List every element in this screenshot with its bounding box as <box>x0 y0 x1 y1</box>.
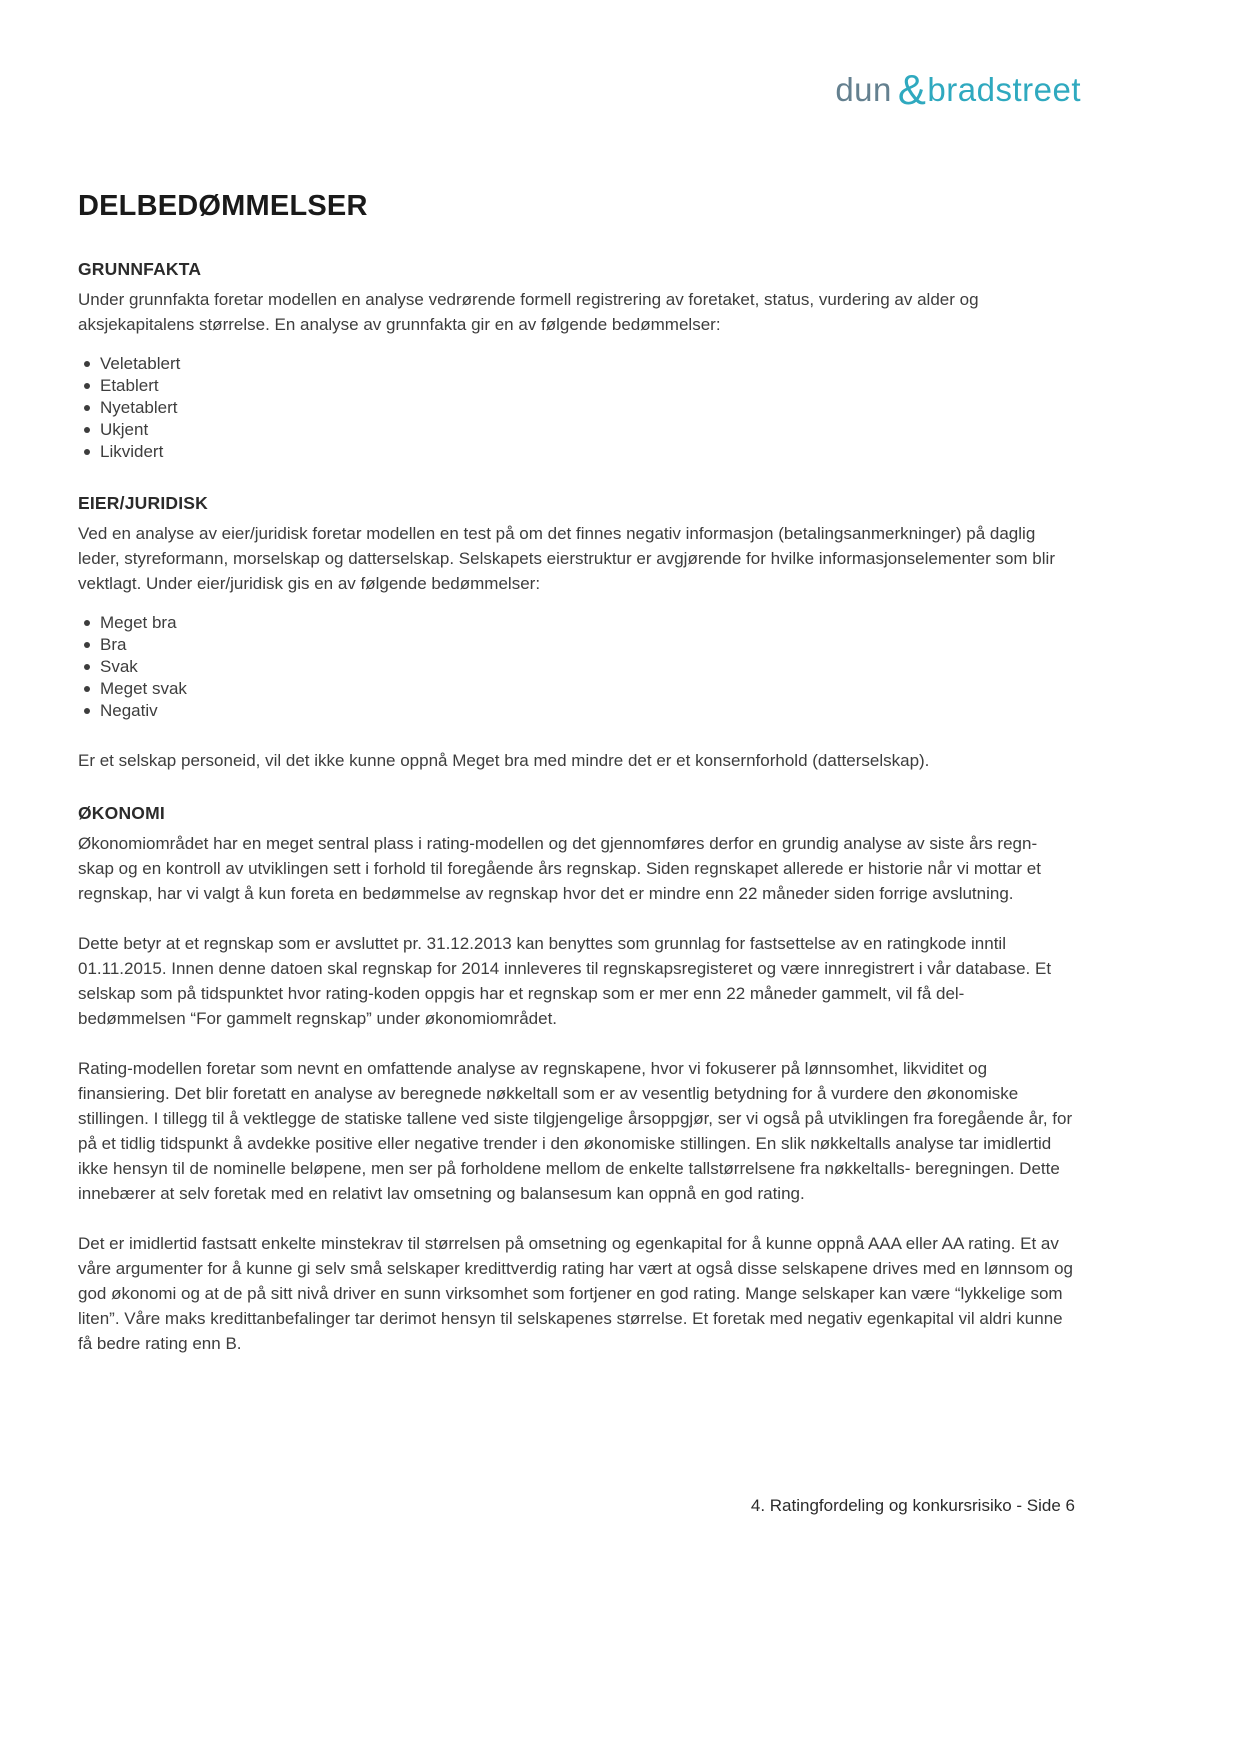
section-heading-eier-juridisk: EIER/JURIDISK <box>78 493 208 513</box>
list-item: Meget bra <box>82 612 1076 634</box>
grunnfakta-intro-paragraph: Under grunnfakta foretar modellen en analyse vedrørende formell registrering av foretaket, status, vurdering av alder og aksjekapitalens størrelse. En analyse av grunnfakta gir en av følgende bedømmelser: <box>78 290 979 334</box>
eier-juridisk-bullet-list <box>82 612 1076 722</box>
okonomi-paragraph: Dette betyr at et regnskap som er avsluttet pr. 31.12.2013 kan benyttes som grunnlag for fastsettelse av en ratingkode inntil 01.11.2015. Innen denne datoen skal regnskap for 2014 innleveres til regnskapsregisteret og være innregistrert i vår database. Et selskap som på tidspunktet hvor rating-koden oppgis har et regnskap som er mer enn 22 måneder gammelt, vil få del- bedømmelsen “For gammelt regnskap” under økonomiområdet. <box>78 934 1052 1028</box>
section-grunnfakta <box>78 259 1076 463</box>
section-heading-grunnfakta: GRUNNFAKTA <box>78 259 202 279</box>
eier-juridisk-note-paragraph: Er et selskap personeid, vil det ikke kunne oppnå Meget bra med mindre det er et konsernforhold (datterselskap). <box>78 751 930 770</box>
list-item: Nyetablert <box>82 397 1076 419</box>
footer-text: 4. Ratingfordeling og konkursrisiko - Side 6 <box>750 1496 1075 1515</box>
okonomi-paragraph: Rating-modellen foretar som nevnt en omfattende analyse av regnskapene, hvor vi fokuserer på lønnsomhet, likviditet og finansiering. Det blir foretatt en analyse av beregnede nøkkeltall som er av vesentlig betydning for å vurdere den økonomiske stillingen. I tillegg til å vektlegge de statiske tallene ved siste tilgjengelige årsoppgjør, ser vi også på utviklingen fra foregående år, for på et tidlig tidspunkt å avdekke positive eller negative trender i den økonomiske stillingen. En slik nøkkeltalls analyse tar imidlertid ikke hensyn til de nominelle beløpene, men ser på forholdene mellom de enkelte tallstørrelsene fra nøkkeltalls- beregningen. Dette innebærer at selv foretak med en relativt lav omsetning og balansesum kan oppnå en god rating. <box>78 1059 1073 1203</box>
eier-juridisk-intro-paragraph: Ved en analyse av eier/juridisk foretar modellen en test på om det finnes negativ informasjon (betalingsanmerkninger) på daglig leder, styreformann, morselskap og datterselskap. Selskapets eierstruktur er avgjørende for hvilke informasjonselementer som blir vektlagt. Under eier/juridisk gis en av følgende bedømmelser: <box>78 524 1055 593</box>
list-item: Bra <box>82 634 1076 656</box>
page-footer <box>751 1496 1075 1516</box>
list-item: Likvidert <box>82 441 1076 463</box>
logo-text-bradstreet: bradstreet <box>927 71 1081 108</box>
okonomi-paragraph: Det er imidlertid fastsatt enkelte minstekrav til størrelsen på omsetning og egenkapital for å kunne oppnå AAA eller AA rating. Et av våre argumenter for å kunne gi selv små selskaper kredittverdig rating har vært at også disse selskapene drives med en lønnsom og god økonomi og at de på sitt nivå driver en sunn virksomhet som fortjener en god rating. Mange selskaper kan være “lykkelige som liten”. Våre maks kredittanbefalinger tar derimot hensyn til selskapenes størrelse. Et foretak med negativ egenkapital vil aldri kunne få bedre rating enn B. <box>78 1234 1073 1353</box>
logo-ampersand-icon: & <box>897 66 927 113</box>
list-item: Negativ <box>82 700 1076 722</box>
logo-text-dun: dun <box>835 71 892 108</box>
list-item: Meget svak <box>82 678 1076 700</box>
grunnfakta-bullet-list <box>82 353 1076 463</box>
section-okonomi <box>78 803 1076 1356</box>
section-heading-okonomi: ØKONOMI <box>78 803 165 823</box>
document-content <box>78 0 1076 1381</box>
okonomi-paragraph: Økonomiområdet har en meget sentral plass i rating-modellen og det gjennomføres derfor en grundig analyse av siste års regn- skap og en kontroll av utviklingen sett i forhold til foregående års regnskap. Siden regnskapet allerede er historie når vi mottar et regnskap, har vi valgt å kun foreta en bedømmelse av regnskap hvor det er mindre enn 22 måneder siden forrige avslutning. <box>78 834 1041 903</box>
list-item: Ukjent <box>82 419 1076 441</box>
page-title: DELBEDØMMELSER <box>78 190 368 222</box>
list-item: Veletablert <box>82 353 1076 375</box>
section-eier-juridisk <box>78 493 1076 773</box>
list-item: Etablert <box>82 375 1076 397</box>
list-item: Svak <box>82 656 1076 678</box>
